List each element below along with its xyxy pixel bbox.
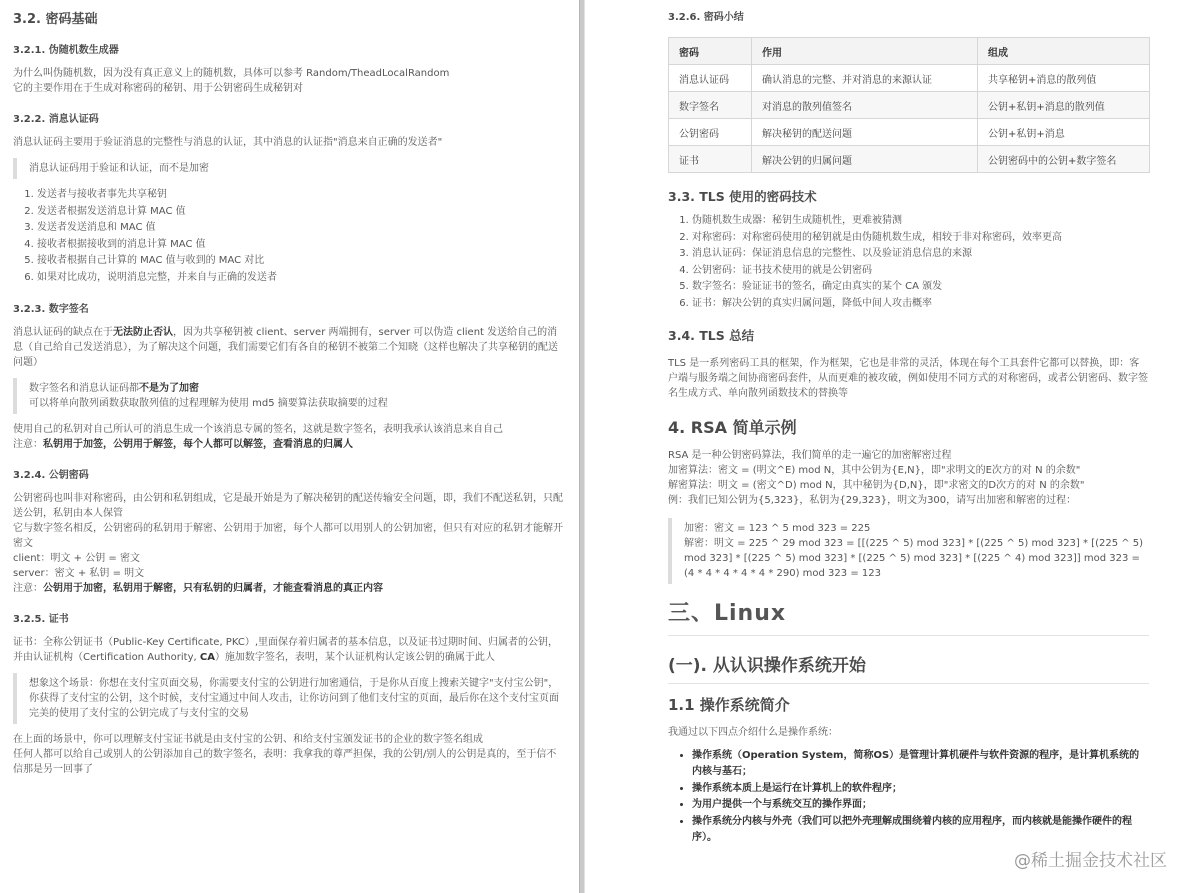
bold-text: CA xyxy=(199,652,215,663)
note-label: 注意： xyxy=(13,439,43,450)
section-3-2-5-title: 3.2.5. 证书 xyxy=(13,614,69,625)
quote-line: 可以将单向散列函数获取散列值的过程理解为使用 md5 摘要算法获取摘要的过程 xyxy=(29,398,388,409)
bold-text: 无法防止否认 xyxy=(113,327,173,338)
note xyxy=(13,581,565,596)
list-item: • 操作系统分内核与外壳（我们可以把外壳理解成围绕着内核的应用程序，而内核就是能操作硬件的程序）。 xyxy=(692,814,1149,847)
paragraph: 解密算法：明文 = (密文^D) mod N，其中秘钥为{D,N}，即"求密文的D次方的对 N 的余数" xyxy=(668,480,1085,491)
table-cell: 共享秘钥+消息的散列值 xyxy=(978,65,1150,92)
paragraph: RSA 是一种公钥密码算法，我们简单的走一遍它的加密解密过程 xyxy=(668,450,952,461)
blockquote xyxy=(668,518,1149,584)
list-item: • 操作系统本质上是运行在计算机上的软件程序； xyxy=(692,781,1149,798)
table-row xyxy=(669,119,1150,146)
table-row xyxy=(669,146,1150,173)
list-item: 1. 发送者与接收者事先共享秘钥 xyxy=(37,187,565,204)
os-intro-list xyxy=(668,748,1149,847)
section-3-2-6-title: 3.2.6. 密码小结 xyxy=(668,12,744,23)
quote-line: 加密：密文 = 123 ^ 5 mod 323 = 225 xyxy=(684,523,871,534)
right-page xyxy=(585,0,1189,893)
list-item: 5. 接收者根据自己计算的 MAC 值与收到的 MAC 对比 xyxy=(37,253,565,270)
list-item: 3. 发送者发送消息和 MAC 值 xyxy=(37,220,565,237)
note xyxy=(13,437,565,452)
paragraph: 例：我们已知公钥为{5,323}，私钥为{29,323}，明文为300，请写出加密和解密的过程： xyxy=(668,495,1077,506)
bold-text: 私钥用于加签，公钥用于解签，每个人都可以解签，查看消息的归属人 xyxy=(43,439,353,450)
quote-text: 消息认证码用于验证和认证，而不是加密 xyxy=(29,163,209,174)
list-item: 4. 公钥密码：证书技术使用的就是公钥密码 xyxy=(692,263,1149,280)
section-3-3-title: 3.3. TLS 使用的密码技术 xyxy=(668,189,817,204)
paragraph: 为什么叫伪随机数，因为没有真正意义上的随机数，具体可以参考 Random/TheadLocalRandom xyxy=(13,68,450,79)
table-header-row xyxy=(669,38,1150,65)
blockquote xyxy=(13,378,565,414)
table-cell: 公钥+私钥+消息的散列值 xyxy=(978,92,1150,119)
list-item: • 为用户提供一个与系统交互的操作界面； xyxy=(692,797,1149,814)
section-3-2-4-title: 3.2.4. 公钥密码 xyxy=(13,470,89,481)
tls-crypto-list xyxy=(668,213,1149,312)
section-4-title: 4. RSA 简单示例 xyxy=(668,418,797,437)
bold-text: 公钥用于加密，私钥用于解密，只有私钥的归属者，才能查看消息的真正内容 xyxy=(43,583,383,594)
text-span: 证书：全称公钥证书（Public-Key Certificate, PKC）,里面保存着归属者的基本信息，以及证书过期时间、归属者的公钥，并由认证机构（Certification Authority, xyxy=(13,637,559,663)
section-3-2-1-title: 3.2.1. 伪随机数生成器 xyxy=(13,45,119,56)
quote-line xyxy=(29,381,565,396)
text-span: ，因为共享秘钥被 client、server 两端拥有，server 可以伪造 client 发送给自己的消息（自己给自己发送消息），为了解决这个问题，我们需要它们有各自的秘钥不被第二个知晓（这样也解决了共享秘钥的配送问题） xyxy=(13,327,558,368)
mac-steps-list xyxy=(13,187,565,286)
list-item: 2. 对称密码：对称密码使用的秘钥就是由伪随机数生成，相较于非对称密码，效率更高 xyxy=(692,230,1149,247)
list-item: 6. 证书：解决公钥的真实归属问题，降低中间人攻击概率 xyxy=(692,296,1149,313)
paragraph xyxy=(13,635,565,665)
section-1-1-title: 1.1 操作系统简介 xyxy=(668,695,790,714)
blockquote xyxy=(13,673,565,724)
paragraph: client：明文 + 公钥 = 密文 xyxy=(13,553,140,564)
paragraph: 加密算法：密文 = (明文^E) mod N，其中公钥为{E,N}，即"求明文的E次方的对 N 的余数" xyxy=(668,465,1081,476)
section-3-2-2-title: 3.2.2. 消息认证码 xyxy=(13,114,99,125)
paragraph xyxy=(13,325,565,370)
blockquote xyxy=(13,158,565,179)
text-span: 数字签名和消息认证码都 xyxy=(29,383,139,394)
list-item: 5. 数字签名：验证证书的签名，确定由真实的某个 CA 颁发 xyxy=(692,279,1149,296)
left-page xyxy=(0,0,579,893)
watermark: @稀土掘金技术社区 xyxy=(1014,851,1167,871)
quote-line: 解密：明文 = 225 ^ 29 mod 323 = [[(225 ^ 5) mod 323] * [(225 ^ 5) mod 323] * [(225 ^ 5) mod 323] * [(225 ^ 5) mod 323] * [(225 ^ 5) mod 323] * [(225 ^ 4) mod 323]] mod 323 = (4 * 4 * 4 * 4 * 4 * 290) mod 323 = 123 xyxy=(684,538,1144,579)
paragraph: 任何人都可以给自己或别人的公钥添加自己的数字签名，表明：我拿我的尊严担保，我的公钥/别人的公钥是真的，至于信不信那是另一回事了 xyxy=(13,749,557,775)
list-item: 2. 发送者根据发送消息计算 MAC 值 xyxy=(37,204,565,221)
column-header: 组成 xyxy=(978,38,1150,65)
table-cell: 解决秘钥的配送问题 xyxy=(752,119,978,146)
chapter-3-title: 三、Linux xyxy=(668,596,1149,636)
list-item: 6. 如果对比成功，说明消息完整，并来自与正确的发送者 xyxy=(37,270,565,287)
paragraph: 在上面的场景中，你可以理解支付宝证书就是由支付宝的公钥、和给支付宝颁发证书的企业的数字签名组成 xyxy=(13,734,483,745)
list-item: 1. 伪随机数生成器：秘钥生成随机性，更难被猜测 xyxy=(692,213,1149,230)
paragraph: 使用自己的私钥对自己所认可的消息生成一个该消息专属的签名，这就是数字签名，表明我承认该消息来自自己 xyxy=(13,424,503,435)
paragraph: server：密文 + 私钥 = 明文 xyxy=(13,568,145,579)
section-3-4-title: 3.4. TLS 总结 xyxy=(668,328,755,343)
section-3-2-3-title: 3.2.3. 数字签名 xyxy=(13,304,89,315)
list-item: • 操作系统（Operation System，简称OS）是管理计算机硬件与软件资源的程序，是计算机系统的内核与基石； xyxy=(692,748,1149,781)
table-cell: 公钥密码中的公钥+数字签名 xyxy=(978,146,1150,173)
paragraph: 它的主要作用在于生成对称密码的秘钥、用于公钥密码生成秘钥对 xyxy=(13,83,303,94)
paragraph: 我通过以下四点介绍什么是操作系统： xyxy=(668,726,838,738)
subchapter-title: (一). 从认识操作系统开始 xyxy=(668,651,1149,684)
table-row xyxy=(669,65,1150,92)
section-3-2-title: 3.2. 密码基础 xyxy=(13,12,98,27)
bold-text: 不是为了加密 xyxy=(139,383,199,394)
text-span: 消息认证码的缺点在于 xyxy=(13,327,113,338)
table-cell: 公钥密码 xyxy=(669,119,752,146)
table-cell: 确认消息的完整、并对消息的来源认证 xyxy=(752,65,978,92)
paragraph: 消息认证码主要用于验证消息的完整性与消息的认证，其中消息的认证指"消息来自正确的发送者" xyxy=(13,137,443,148)
cipher-summary-table xyxy=(668,37,1150,173)
text-span: ）施加数字签名，表明，某个认证机构认定该公钥的确属于此人 xyxy=(214,652,495,663)
table-cell: 证书 xyxy=(669,146,752,173)
paragraph: 它与数字签名相反，公钥密码的私钥用于解密、公钥用于加密，每个人都可以用别人的公钥加密，但只有对应的私钥才能解开密文 xyxy=(13,523,563,549)
note-label: 注意： xyxy=(13,583,43,594)
table-cell: 解决公钥的归属问题 xyxy=(752,146,978,173)
list-item: 3. 消息认证码：保证消息信息的完整性、以及验证消息信息的来源 xyxy=(692,246,1149,263)
column-header: 作用 xyxy=(752,38,978,65)
table-cell: 消息认证码 xyxy=(669,65,752,92)
column-header: 密码 xyxy=(669,38,752,65)
table-cell: 对消息的散列值签名 xyxy=(752,92,978,119)
paragraph: 公钥密码也叫非对称密码，由公钥和私钥组成，它是最开始是为了解决秘钥的配送传输安全问题，即，我们不配送私钥，只配送公钥，私钥由本人保管 xyxy=(13,493,563,519)
table-cell: 数字签名 xyxy=(669,92,752,119)
list-item: 4. 接收者根据接收到的消息计算 MAC 值 xyxy=(37,237,565,254)
quote-text: 想象这个场景：你想在支付宝页面交易，你需要支付宝的公钥进行加密通信，于是你从百度上搜索关键字"支付宝公钥"，你获得了支付宝的公钥，这个时候，支付宝通过中间人攻击，让你访问到了他们支付宝的页面，最后你在这个支付宝页面完美的使用了支付宝的公钥完成了与支付宝的交易 xyxy=(29,678,559,719)
table-row xyxy=(669,92,1150,119)
paragraph: TLS 是一系列密码工具的框架，作为框架，它也是非常的灵活，体现在每个工具套件它都可以替换，即：客户端与服务端之间协商密码套件，从而更难的被攻破，例如使用不同方式的对称密码，或者公钥密码、数字签名生成方式、单向散列函数技术的替换等 xyxy=(668,358,1148,399)
table-cell: 公钥+私钥+消息 xyxy=(978,119,1150,146)
